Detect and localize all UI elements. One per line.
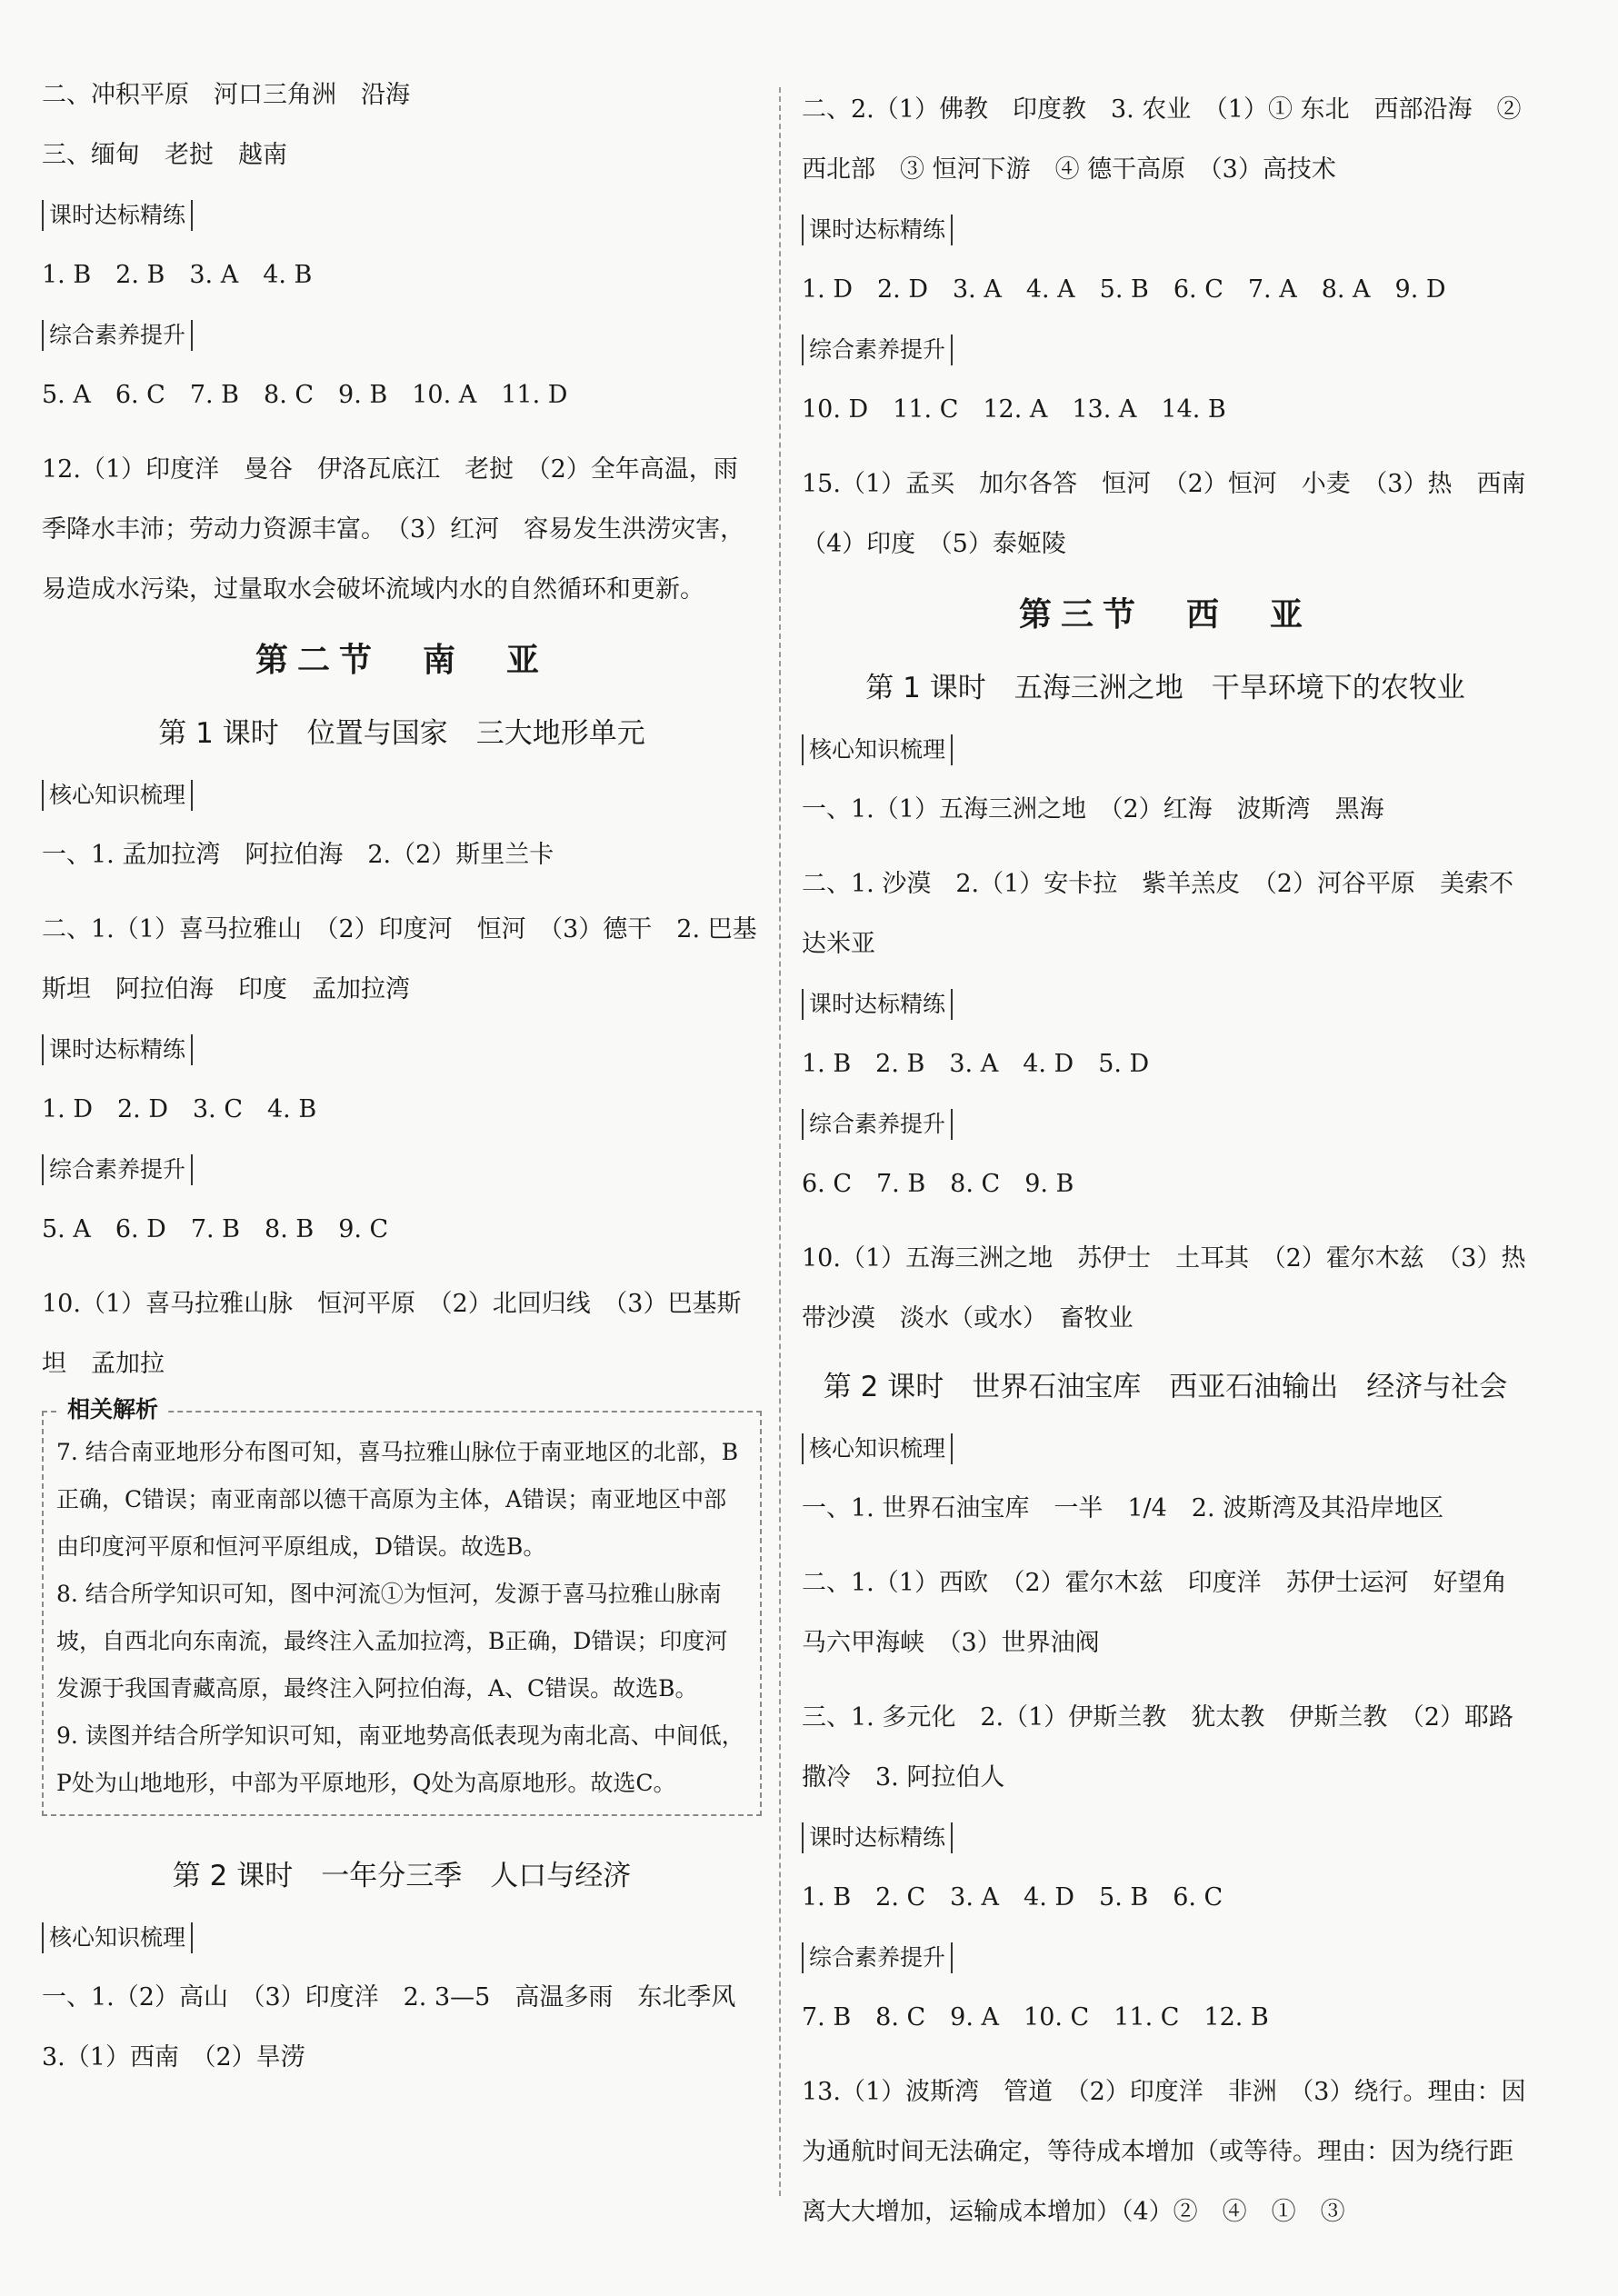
right-column bbox=[802, 80, 1551, 2257]
analysis-item: 7. 结合南亚地形分布图可知，喜马拉雅山脉位于南亚地区的北部，B正确，C错误；南亚南部以德干高原为主体，A错误；南亚地区中部由印度河平原和恒河平原组成，D错误。故选B。 bbox=[56, 1439, 739, 1560]
lesson-title: 第 1 课时 五海三洲之地 干旱环境下的农牧业 bbox=[865, 672, 1465, 704]
section-tag: 综合素养提升 bbox=[42, 1154, 193, 1185]
section-tag: 核心知识梳理 bbox=[42, 780, 193, 811]
answer-line: 一、1.（2）高山 （3）印度洋 2. 3—5 高温多雨 东北季风 bbox=[42, 1983, 736, 2011]
section-tag: 课时达标精练 bbox=[802, 215, 953, 245]
answer-paragraph: 10.（1）喜马拉雅山脉 恒河平原 （2）北回归线 （3）巴基斯坦 孟加拉 bbox=[42, 1290, 742, 1378]
section-tag: 综合素养提升 bbox=[802, 1942, 953, 1973]
answer-paragraph: 15.（1）孟买 加尔各答 恒河 （2）恒河 小麦 （3）热 西南 （4）印度 （5）泰姬陵 bbox=[802, 470, 1551, 558]
answer-line: 1. D 2. D 3. C 4. B bbox=[42, 1095, 317, 1123]
answer-line: 一、1.（1）五海三洲之地 （2）红海 波斯湾 黑海 bbox=[802, 795, 1384, 824]
answer-paragraph: 10.（1）五海三洲之地 苏伊士 土耳其 （2）霍尔木兹 （3）热带沙漠 淡水（或水） 畜牧业 bbox=[802, 1244, 1526, 1333]
answer-paragraph: 12.（1）印度洋 曼谷 伊洛瓦底江 老挝 （2）全年高温，雨季降水丰沛；劳动力资源丰富。 （3）红河 容易发生洪涝灾害，易造成水污染，过量取水会破坏流域内水的自然循环和更新。 bbox=[42, 455, 745, 604]
answer-line: 二、冲积平原 河口三角洲 沿海 bbox=[42, 81, 410, 109]
section-tag: 课时达标精练 bbox=[802, 989, 953, 1020]
answer-paragraph: 二、1.（1）喜马拉雅山 （2）印度河 恒河 （3）德干 2. 巴基斯坦 阿拉伯海 印度 孟加拉湾 bbox=[42, 915, 757, 1003]
answer-line: 6. C 7. B 8. C 9. B bbox=[802, 1170, 1074, 1198]
answer-paragraph: 二、1.（1）西欧 （2）霍尔木兹 印度洋 苏伊士运河 好望角 马六甲海峡 （3）世界油阀 bbox=[802, 1569, 1532, 1657]
answer-paragraph: 二、2.（1）佛教 印度教 3. 农业 （1）① 东北 西部沿海 ② 西北部 ③ 恒河下游 ④ 德干高原 （3）高技术 bbox=[802, 95, 1522, 184]
section-tag: 综合素养提升 bbox=[42, 320, 193, 351]
section-tag: 核心知识梳理 bbox=[42, 1922, 193, 1953]
answer-line: 三、缅甸 老挝 越南 bbox=[42, 141, 287, 169]
lesson-title: 第 1 课时 位置与国家 三大地形单元 bbox=[158, 717, 645, 750]
answer-line: 1. B 2. B 3. A 4. B bbox=[42, 261, 313, 289]
section-tag: 课时达标精练 bbox=[42, 200, 193, 231]
answer-paragraph: 二、1. 沙漠 2.（1）安卡拉 紫羊羔皮 （2）河谷平原 美索不达米亚 bbox=[802, 870, 1513, 958]
left-column bbox=[42, 80, 762, 2102]
section-tag: 核心知识梳理 bbox=[802, 1433, 953, 1464]
answer-line: 1. B 2. B 3. A 4. D 5. D bbox=[802, 1050, 1150, 1078]
column-divider bbox=[779, 87, 781, 2196]
section-tag: 综合素养提升 bbox=[802, 334, 953, 365]
answer-paragraph: 13.（1）波斯湾 管道 （2）印度洋 非洲 （3）绕行。理由：因为通航时间无法确定，等待成本增加（或等待。理由：因为绕行距离大大增加，运输成本增加）（4）② ④ ① ③ bbox=[802, 2078, 1526, 2226]
answer-line: 1. B 2. C 3. A 4. D 5. B 6. C bbox=[802, 1883, 1223, 1912]
section-tag: 综合素养提升 bbox=[802, 1109, 953, 1140]
answer-line: 3.（1）西南 （2）旱涝 bbox=[42, 2043, 305, 2071]
answer-line: 一、1. 世界石油宝库 一半 1/4 2. 波斯湾及其沿岸地区 bbox=[802, 1494, 1444, 1522]
analysis-title: 相关解析 bbox=[60, 1396, 165, 1423]
section-tag: 课时达标精练 bbox=[802, 1822, 953, 1853]
section-tag: 核心知识梳理 bbox=[802, 734, 953, 765]
answer-line: 5. A 6. D 7. B 8. B 9. C bbox=[42, 1215, 389, 1243]
section-title: 第二节 南 亚 bbox=[255, 642, 548, 679]
lesson-title: 第 2 课时 世界石油宝库 西亚石油输出 经济与社会 bbox=[823, 1371, 1508, 1403]
section-tag: 课时达标精练 bbox=[42, 1034, 193, 1065]
analysis-box bbox=[42, 1396, 762, 1816]
analysis-item: 9. 读图并结合所学知识可知，南亚地势高低表现为南北高、中间低，P处为山地地形，中部为平原地形，Q处为高原地形。故选C。 bbox=[56, 1722, 744, 1796]
answer-line: 1. D 2. D 3. A 4. A 5. B 6. C 7. A 8. A 9. D bbox=[802, 275, 1446, 304]
answer-paragraph: 三、1. 多元化 2.（1）伊斯兰教 犹太教 伊斯兰教 （2）耶路撒冷 3. 阿拉伯人 bbox=[802, 1703, 1513, 1792]
answer-line: 7. B 8. C 9. A 10. C 11. C 12. B bbox=[802, 2003, 1269, 2031]
lesson-title: 第 2 课时 一年分三季 人口与经济 bbox=[172, 1860, 632, 1892]
answer-line: 一、1. 孟加拉湾 阿拉伯海 2.（2）斯里兰卡 bbox=[42, 841, 554, 869]
answer-line: 5. A 6. C 7. B 8. C 9. B 10. A 11. D bbox=[42, 381, 568, 409]
answer-line: 10. D 11. C 12. A 13. A 14. B bbox=[802, 395, 1226, 424]
section-title: 第三节 西 亚 bbox=[1018, 596, 1312, 634]
analysis-item: 8. 结合所学知识可知，图中河流①为恒河，发源于喜马拉雅山脉南坡，自西北向东南流，最终注入孟加拉湾，B正确，D错误；印度河发源于我国青藏高原，最终注入阿拉伯海，A、C错误。故选B。 bbox=[56, 1581, 728, 1702]
